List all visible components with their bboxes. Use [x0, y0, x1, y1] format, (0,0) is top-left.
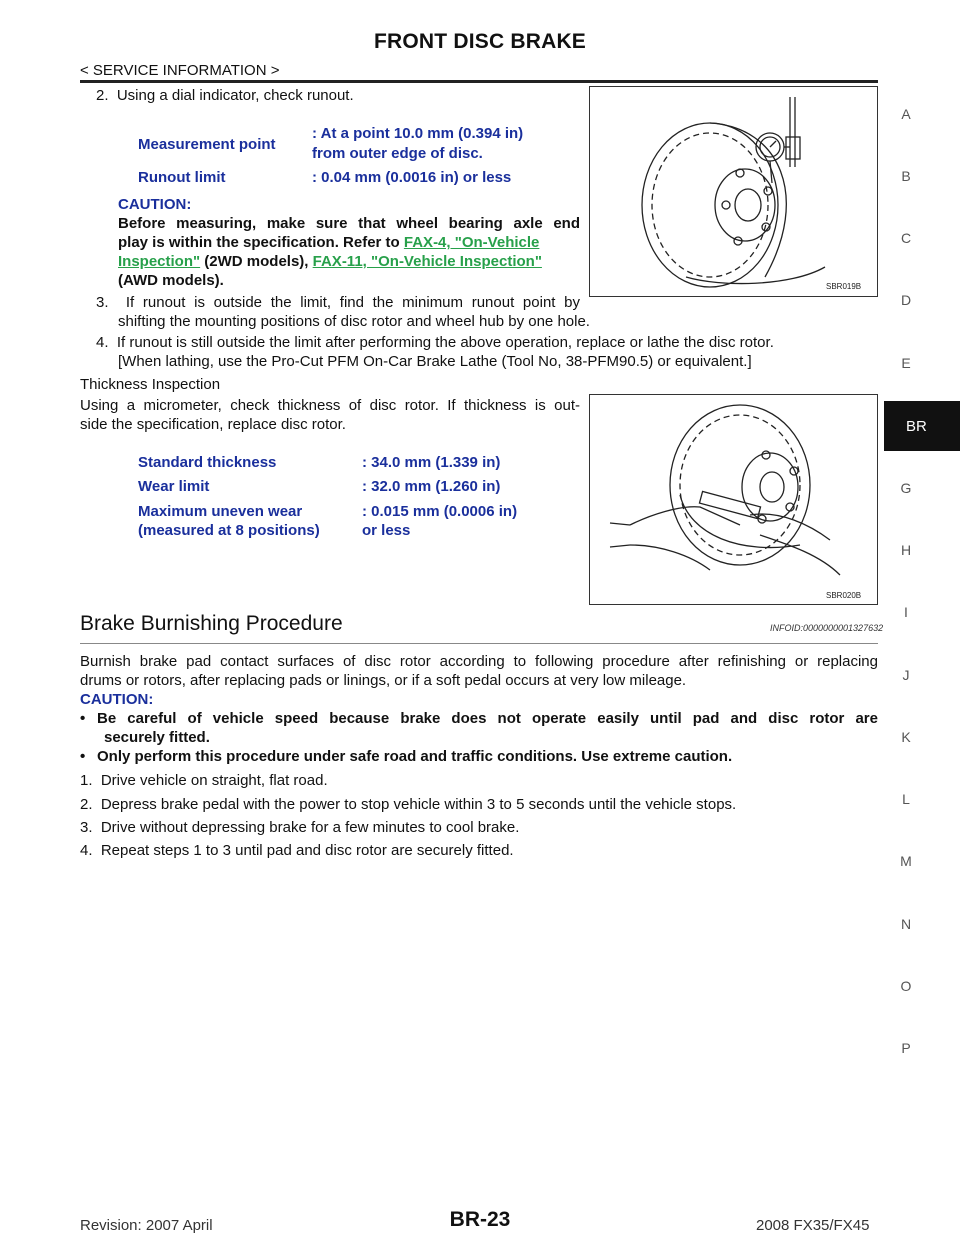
spec-label-max-uneven-wear: Maximum uneven wear: [138, 503, 303, 520]
bullet-1-line-1: Be careful of vehicle speed because brake does not operate easily until pad and disc rotor are: [97, 710, 878, 727]
spec-value-wear-limit: : 32.0 mm (1.260 in): [362, 478, 501, 495]
page-title: FRONT DISC BRAKE: [373, 30, 587, 53]
side-index-letter[interactable]: A: [901, 106, 911, 122]
figure-micrometer-thickness: [589, 394, 878, 605]
micrometer-illustration: [590, 395, 877, 604]
figure-code: SBR020B: [826, 591, 862, 600]
side-index-letter[interactable]: O: [900, 978, 912, 994]
side-index-letter[interactable]: J: [902, 667, 910, 683]
caution-label: CAUTION:: [118, 196, 192, 213]
step-4-line-2: [When lathing, use the Pro-Cut PFM On-Car Brake Lathe (Tool No, 38-PFM90.5) or equivalent.]: [118, 353, 752, 370]
burnish-step-2: 2. Depress brake pedal with the power to stop vehicle within 3 to 5 seconds until the vehicle stops.: [80, 796, 737, 813]
side-index-letter[interactable]: C: [900, 230, 912, 246]
caution-text-prefix: play is within the specification. Refer to: [118, 234, 404, 251]
spec-label-wear-limit: Wear limit: [138, 478, 210, 495]
bullet-1-line-2: securely fitted.: [104, 729, 210, 746]
burnishing-intro-line-1: Burnish brake pad contact surfaces of disc rotor according to following procedure after refinishing or replacing: [80, 653, 878, 670]
side-index-letter[interactable]: B: [901, 168, 911, 184]
spec-label-runout-limit: Runout limit: [138, 169, 226, 186]
spec-value-runout-limit: : 0.04 mm (0.0016 in) or less: [312, 169, 512, 186]
side-index-letter[interactable]: P: [901, 1040, 911, 1056]
disc-runout-illustration: [590, 87, 877, 296]
burnishing-caution-label: CAUTION:: [80, 691, 154, 708]
step-3-line-2: shifting the mounting positions of disc rotor and wheel hub by one hole.: [118, 313, 590, 330]
spec-label-max-uneven-wear-2: (measured at 8 positions): [138, 522, 320, 539]
step-4-line-1: 4. If runout is still outside the limit after performing the above operation, replace or lathe the disc rotor.: [96, 334, 774, 351]
bullet-2-text: Only perform this procedure under safe road and traffic conditions. Use extreme caution.: [97, 748, 733, 765]
side-index-letter[interactable]: H: [900, 542, 912, 558]
caution-text-line-3: [118, 252, 542, 271]
burnishing-intro-line-2: drums or rotors, after replacing pads or linings, or if a soft pedal occurs at very low mileage.: [80, 672, 687, 689]
header-rule: [80, 80, 878, 83]
burnish-step-3: 3. Drive without depressing brake for a few minutes to cool brake.: [80, 819, 520, 836]
section-breadcrumb: < SERVICE INFORMATION >: [80, 62, 280, 79]
spec-value-standard-thickness: : 34.0 mm (1.339 in): [362, 454, 501, 471]
side-index-letter[interactable]: N: [900, 916, 912, 932]
spec-value-max-uneven-wear: : 0.015 mm (0.0006 in): [362, 503, 518, 520]
footer-page-number: BR-23: [449, 1208, 511, 1231]
spec-value-measurement-point: : At a point 10.0 mm (0.394 in): [312, 125, 524, 142]
thickness-intro-line-2: side the specification, replace disc rotor.: [80, 416, 346, 433]
figure-dial-indicator-runout: [589, 86, 878, 297]
side-index-letter[interactable]: M: [900, 853, 912, 869]
fax-11-link[interactable]: FAX-11, "On-Vehicle Inspection": [312, 253, 542, 270]
footer-revision: Revision: 2007 April: [80, 1217, 213, 1234]
caution-text-line-2: [118, 233, 539, 252]
thickness-heading: Thickness Inspection: [80, 376, 221, 393]
step-3-line-1: 3. If runout is outside the limit, find the minimum runout point by: [96, 294, 580, 311]
caution-text-mid: (2WD models),: [200, 253, 313, 270]
burnish-step-4: 4. Repeat steps 1 to 3 until pad and disc rotor are securely fitted.: [80, 842, 514, 859]
spec-value-measurement-point-2: from outer edge of disc.: [312, 145, 483, 162]
side-index-letter[interactable]: G: [900, 480, 912, 496]
side-index-letter[interactable]: L: [902, 791, 910, 807]
fax-4-link[interactable]: FAX-4, "On-Vehicle: [403, 234, 540, 251]
fax-4-link-continued[interactable]: Inspection": [118, 253, 201, 270]
thickness-intro-line-1: Using a micrometer, check thickness of disc rotor. If thickness is out-: [80, 397, 580, 414]
bullet-1-marker: •: [80, 710, 86, 727]
bullet-2-marker: •: [80, 748, 86, 765]
footer-model: 2008 FX35/FX45: [756, 1217, 870, 1234]
spec-label-measurement-point: Measurement point: [138, 136, 276, 153]
side-index-letter[interactable]: E: [901, 355, 911, 371]
info-id: INFOID:0000000001327632: [770, 623, 884, 633]
burnishing-heading: Brake Burnishing Procedure: [80, 612, 343, 635]
spec-label-standard-thickness: Standard thickness: [138, 454, 277, 471]
caution-text-line-1: Before measuring, make sure that wheel bearing axle end: [118, 215, 580, 232]
spec-value-max-uneven-wear-2: or less: [362, 522, 411, 539]
caution-text-end: (AWD models).: [118, 272, 224, 289]
side-index-letter[interactable]: K: [901, 729, 911, 745]
side-index-active-tab[interactable]: BR: [884, 401, 960, 451]
step-2-text: 2. Using a dial indicator, check runout.: [96, 87, 354, 104]
side-index-letter[interactable]: D: [900, 292, 912, 308]
burnish-step-1: 1. Drive vehicle on straight, flat road.: [80, 772, 328, 789]
section-rule: [80, 643, 878, 644]
side-index-letter[interactable]: I: [904, 604, 908, 620]
figure-code: SBR019B: [826, 282, 862, 291]
